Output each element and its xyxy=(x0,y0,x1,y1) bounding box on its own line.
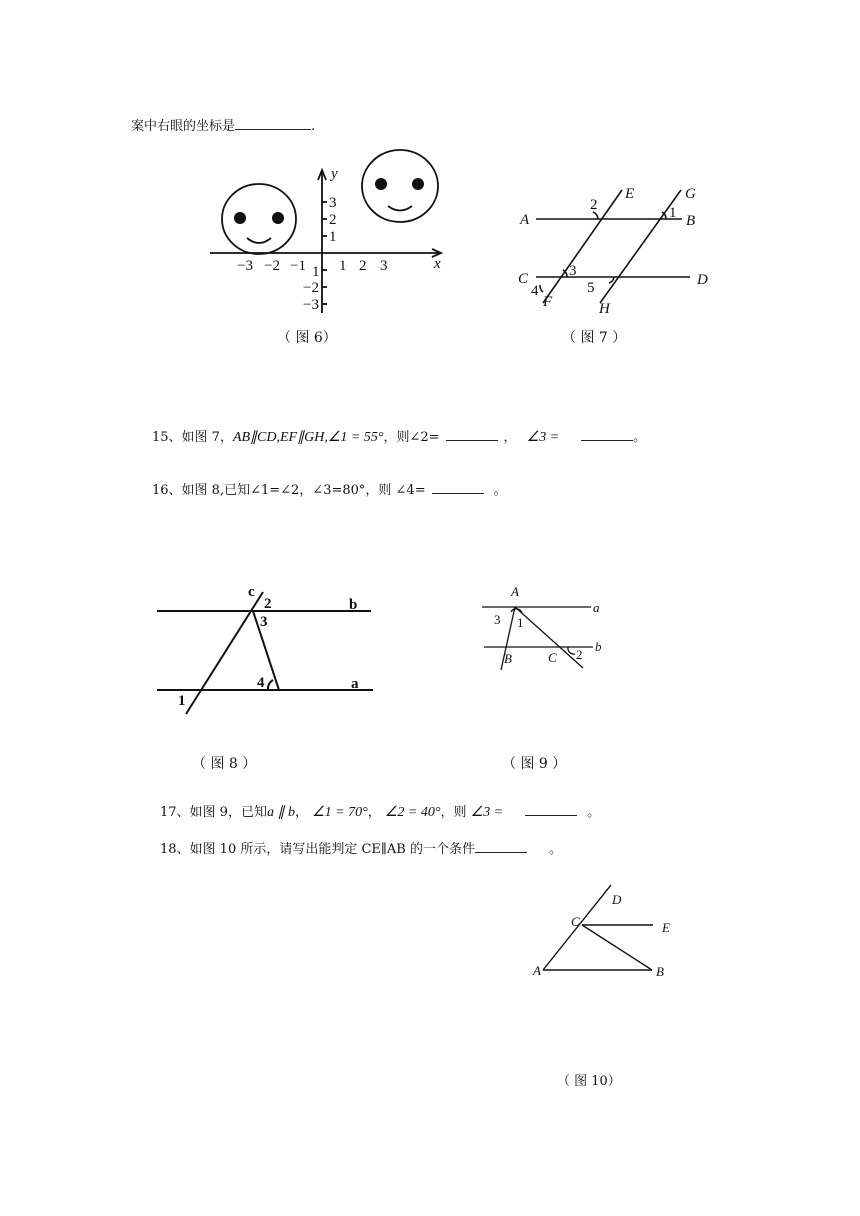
fig9-caption: （ 图 9 ） xyxy=(502,756,567,772)
angle-4-label: 4 xyxy=(257,675,265,691)
x-tick-1: 1 xyxy=(339,258,347,274)
q15-angle3: ∠3 = xyxy=(526,430,560,445)
y-tick-neg3: −3 xyxy=(303,297,319,313)
angle-2-label: 2 xyxy=(264,596,272,612)
label-b: b xyxy=(595,639,602,654)
label-C: C xyxy=(548,650,557,665)
x-tick-2: 2 xyxy=(359,258,367,274)
q17-parallel: a ∥ b xyxy=(266,805,295,820)
q16-end: 。 xyxy=(493,483,507,498)
x-tick-neg3: −3 xyxy=(237,258,253,274)
q17-angle2: ∠2 = 40° xyxy=(384,805,441,820)
q15-prefix: 15、如图 7， xyxy=(152,430,233,445)
angle-3-label: 3 xyxy=(260,614,268,630)
label-F: F xyxy=(543,294,553,310)
label-a: a xyxy=(593,600,600,615)
x-tick-3: 3 xyxy=(380,258,388,274)
fig10-caption: （ 图 10） xyxy=(557,1074,621,1089)
angle-4-label: 4 xyxy=(531,283,539,299)
angle-5-label: 5 xyxy=(587,280,595,296)
angle-1-label: 1 xyxy=(178,693,186,709)
y-axis-label: y xyxy=(331,166,338,182)
y-tick-3: 3 xyxy=(329,195,337,211)
q17-angle3: ∠3 = xyxy=(470,805,504,820)
label-E: E xyxy=(625,186,635,202)
angle-2-label: 2 xyxy=(576,647,583,662)
q17-prefix: 17、如图 9，已知 xyxy=(160,805,267,820)
label-H: H xyxy=(599,301,610,317)
angle-3-label: 3 xyxy=(569,263,577,279)
q15-mid: ，则∠2= xyxy=(383,430,440,445)
fig8-caption: （ 图 8 ） xyxy=(192,756,257,772)
y-tick-2: 2 xyxy=(329,212,337,228)
x-axis-label: x xyxy=(434,256,441,272)
label-A: A xyxy=(511,584,519,599)
intro-text: 案中右眼的坐标是 xyxy=(131,119,236,134)
fig6-caption: （ 图 6） xyxy=(277,330,337,346)
label-G: G xyxy=(685,186,696,202)
label-D: D xyxy=(612,892,622,907)
intro-end: . xyxy=(311,119,316,134)
q16-text: 16、如图 8,已知∠1=∠2，∠3=80°，则 ∠4= xyxy=(152,483,426,498)
q17-angle1: ∠1 = 70° xyxy=(312,805,368,820)
label-C: C xyxy=(518,271,529,287)
label-B: B xyxy=(656,964,664,979)
q17-sep1: ， xyxy=(294,805,308,820)
label-E: E xyxy=(662,920,670,935)
label-C: C xyxy=(571,914,580,929)
angle-1-label: 1 xyxy=(517,615,524,630)
line-CB xyxy=(582,925,652,970)
label-B: B xyxy=(504,651,512,666)
q18-end: 。 xyxy=(549,842,563,857)
x-tick-neg1: −1 xyxy=(290,258,306,274)
angle-3-label: 3 xyxy=(494,612,501,627)
q17-sep2: ， xyxy=(367,805,381,820)
label-c: c xyxy=(248,584,255,600)
label-A: A xyxy=(533,963,541,978)
x-tick-neg2: −2 xyxy=(264,258,280,274)
q15-end: 。 xyxy=(633,430,647,445)
y-tick-1: 1 xyxy=(329,229,337,245)
q18-text: 18、如图 10 所示，请写出能判定 CE∥AB 的一个条件 xyxy=(160,842,475,857)
label-a: a xyxy=(351,676,359,692)
y-tick-neg1: 1 xyxy=(312,264,320,280)
y-tick-neg2: −2 xyxy=(303,280,319,296)
label-b: b xyxy=(349,597,358,613)
label-D: D xyxy=(697,272,708,288)
q17-end: 。 xyxy=(587,805,601,820)
label-B: B xyxy=(686,213,696,229)
angle-1-label: 1 xyxy=(669,205,677,221)
angle-2-label: 2 xyxy=(590,197,598,213)
q17-then: ，则 xyxy=(440,805,467,820)
q15-sep: ， xyxy=(503,430,517,445)
label-A: A xyxy=(520,212,530,228)
q15-condition: AB∥CD,EF∥GH,∠1 = 55° xyxy=(232,430,384,445)
fig7-caption: （ 图 7 ） xyxy=(562,330,627,346)
